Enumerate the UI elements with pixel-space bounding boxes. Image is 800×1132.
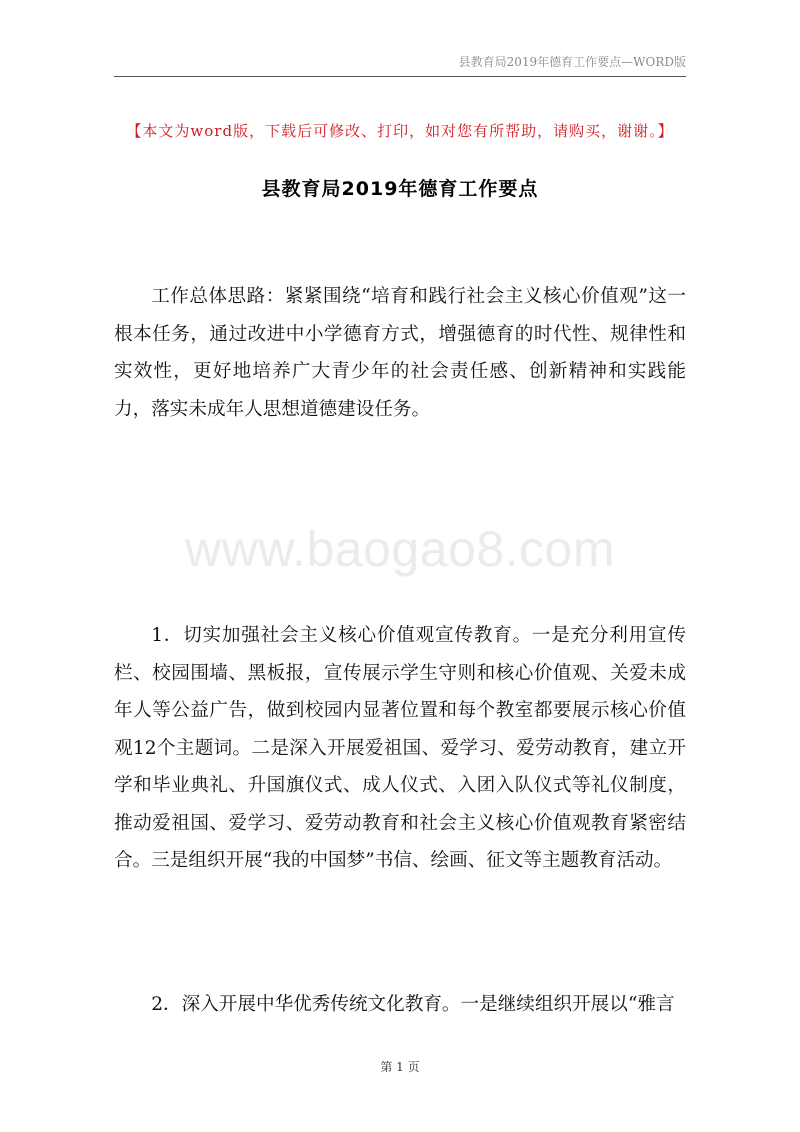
paragraph-section-1: 1．切实加强社会主义核心价值观宣传教育。一是充分利用宣传栏、校园围墙、黑板报，宣传展示学生守则和核心价值观、关爱未成年人等公益广告，做到校园内显著位置和每个教室都要展示核心价值观12个主题词。二是深入开展爱祖国、爱学习、爱劳动教育，建立开学和毕业典礼、升国旗仪式、成人仪式、入团入队仪式等礼仪制度，推动爱祖国、爱学习、爱劳动教育和社会主义核心价值观教育紧密结合。三是组织开展“我的中国梦”书信、绘画、征文等主题教育活动。 (114, 625, 686, 871)
paragraph-overview: 工作总体思路：紧紧围绕“培育和践行社会主义核心价值观”这一根本任务，通过改进中小学德育方式，增强德育的时代性、规律性和实效性，更好地培养广大青少年的社会责任感、创新精神和实践能力，落实未成年人思想道德建设任务。 (114, 286, 686, 420)
purchase-notice: 【本文为word版，下载后可修改、打印，如对您有所帮助，请购买，谢谢。】 (126, 122, 674, 140)
running-header-title: 县教育局2019年德育工作要点—WORD版 (458, 55, 686, 69)
paragraph-section-2: 2．深入开展中华优秀传统文化教育。一是继续组织开展以“雅言 (151, 994, 675, 1015)
document-title: 县教育局2019年德育工作要点 (261, 178, 539, 200)
page-number: 第 1 页 (380, 1060, 420, 1074)
watermark-text: www.baogao8.com (185, 521, 615, 577)
running-header (114, 52, 686, 77)
